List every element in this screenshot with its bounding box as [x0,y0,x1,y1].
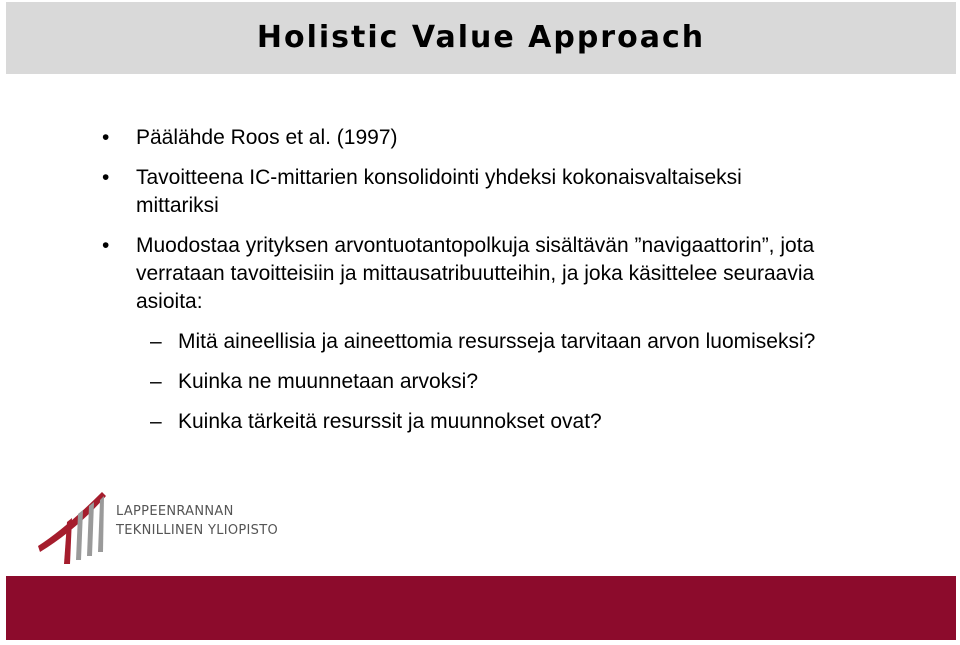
slide-content [100,124,820,448]
dash-glyph: – [150,330,162,353]
logo-grey-bar [98,496,104,552]
sub-item [100,368,820,396]
bullet-item [100,164,820,220]
slide-title: Holistic Value Approach [256,20,706,55]
logo-line-2: TEKNILLINEN YLIOPISTO [116,523,279,538]
bullet-glyph: • [102,126,110,149]
bullet-text: Tavoitteena IC-mittarien konsolidointi yhdeksi kokonaisvaltaiseksi mittariksi [136,166,742,217]
logo-line-1: LAPPEENRANNAN [116,504,234,519]
logo-red-bar [64,518,72,564]
dash-glyph: – [150,410,162,433]
sub-item-text: Mitä aineellisia ja aineettomia resursseja tarvitaan arvon luomiseksi? [178,330,816,353]
logo-text [116,502,278,540]
dash-glyph: – [150,370,162,393]
bullet-text: Muodostaa yrityksen arvontuotantopolkuja sisältävän ”navigaattorin”, jota verrataan tavoitteisiin ja mittausatribuutteihin, ja joka käsittelee seuraavia asioita: [136,234,815,313]
bullet-glyph: • [102,234,110,257]
sub-item [100,328,820,356]
sub-item [100,408,820,436]
bullet-text: Päälähde Roos et al. (1997) [136,126,398,149]
bullet-item [100,232,820,316]
bullet-item [100,124,820,152]
bullet-glyph: • [102,166,110,189]
title-bar [6,2,956,74]
footer-bar [6,576,956,640]
sub-item-text: Kuinka tärkeitä resurssit ja muunnokset ovat? [178,410,602,433]
sub-item-text: Kuinka ne muunnetaan arvoksi? [178,370,479,393]
logo-red-stroke [38,492,106,552]
